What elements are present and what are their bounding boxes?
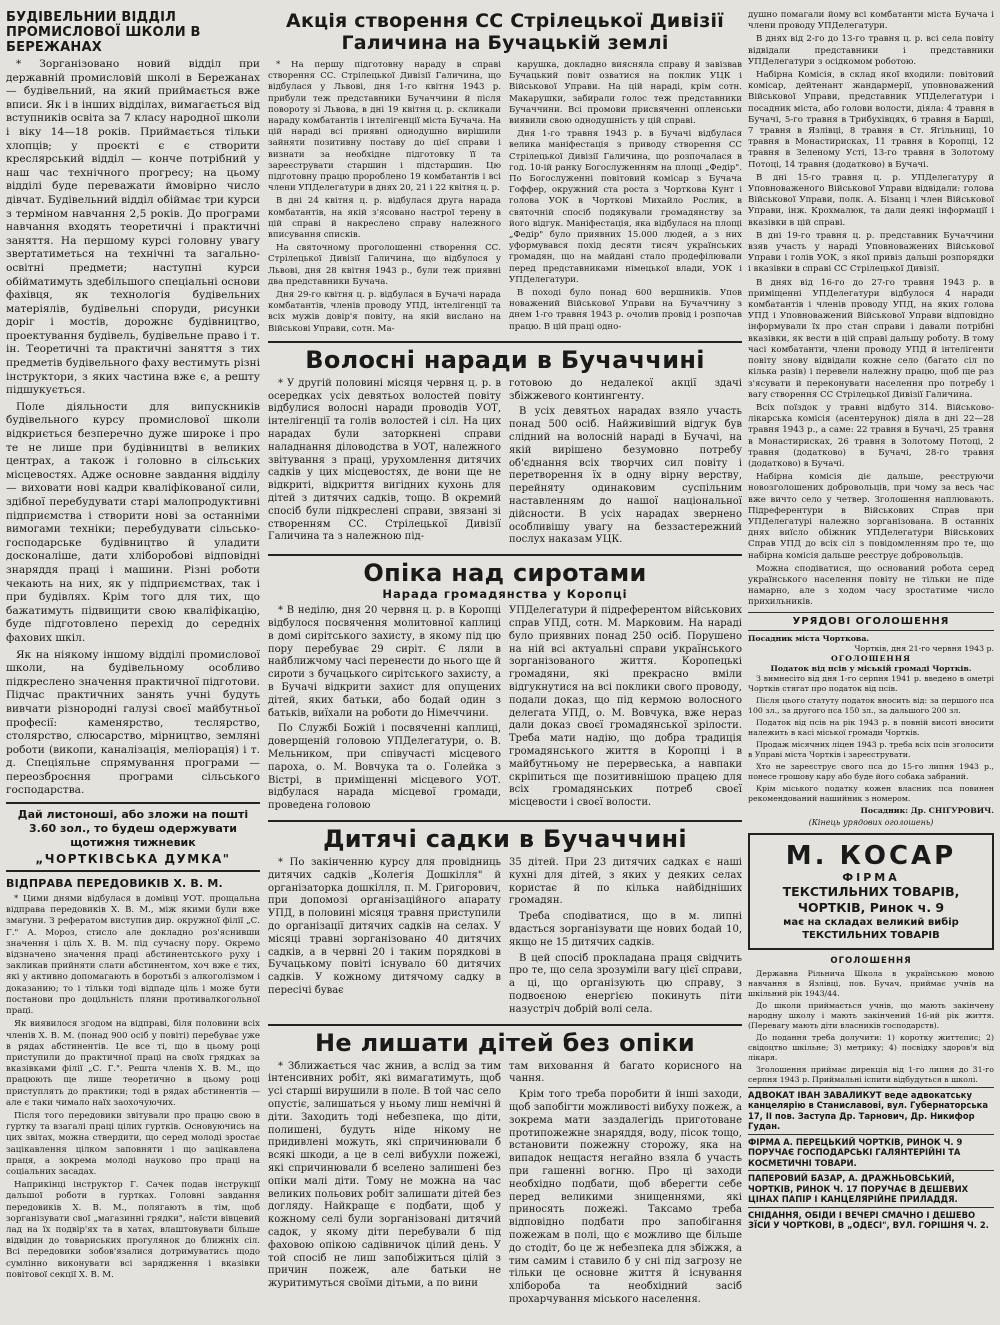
notice-paragraph: Продаж місячних ліцен 1943 р. треба всіх псів зголосити в Управі міста Чортків і зареєструвати. — [748, 739, 994, 759]
article-paragraph: Дня 29-го квітня ц. р. відбулася в Бучачі нарада комбатантів, членів проводу УПД, інтелігенції та всіх мужів довір'я повіту, на якій вислано на Військові Управи, сотн. Ма- — [268, 290, 501, 334]
notice-paragraph: Крім міського податку кожен власник пса повинен рекомендований нашийник з номером. — [748, 783, 994, 803]
article-paragraph: В днях від 16-го до 27-го травня 1943 р. в приміщенні УПДелегатури відбулося 4 наради комбатантів і членів проводу УПД, на яких голова УПД і Уповноважений Військової Управи відповідно інформували їх про стан справи і давали потрібні вказівки, як вести в цій справі дальшу роботу. В тому часі комбатанти, члени проводу УПД й інтелігенти повіту знову відвідали кожне село (багато сіл по кілька разів) і перевели належну працю, щоб ще раз з'ясувати й переконувати населення про потребу і вагу створення СС Стрілецької Дивізії Галичина. — [748, 277, 994, 400]
ad-kosar-textiles — [748, 833, 994, 950]
notice-paragraph: Після цього статуту податок вносить від: за першого пса 100 зл., за другого пса 150 зл., за дальшого 200 зл. — [748, 695, 994, 715]
article-paragraph: В дні 15-го травня ц. р. УПДелегатуру й Уповноваженого Військової Управи відвідали: голова Військової Управи, полк. А. Бізанц і член Військової Управи, інж. Крохмалюк, та дали деякі інформації і вказівки в цій справі. — [748, 172, 994, 228]
article-headline-hvm: ВІДПРАВА ПЕРЕДОВИКІВ Х. В. М. — [6, 877, 223, 891]
ad-peretsky: ФІРМА А. ПЕРЕЦЬКИЙ ЧОРТКІВ, РИНОК Ч. 9 ПОРУЧАЄ ГОСПОДАРСЬКІ ГАЛЯНТЕРІЙНІ ТА КОСМЕТИЧНІ ТОВАРИ. — [748, 1134, 994, 1171]
ad-address: ЧОРТКІВ, Ринок ч. 9 — [797, 899, 945, 915]
divider — [268, 554, 742, 556]
subheadline-koropets: Нарада громадянства у Коропці — [382, 587, 628, 602]
notice-date: Чортків, дня 21-го червня 1943 р. — [854, 643, 994, 653]
article-paragraph: * На першу підготовну нараду в справі створення СС. Стрілецької Дивізії Галичина, що відбулася у Львові, дня 1-го квітня 1943 р. прибули теж представники Бучаччини й після повороту зі Львова, в дні 19 квітня ц. р. скликали нараду комбатантів і інтелігенції міста Бучача. На цій нараді всі приявні однодушно вирішили зайняти позитивну поставу до цієї справи і визнати за необхідне підготовку її та зареєструвати старшин і підстаршин. Цю підготовну працю пророблено 19 комбатантів і всі члени УПДелегатури в днях 20, 21 і 22 квітня ц. р. — [268, 60, 501, 194]
article-paragraph: там виховання й багато корисного на чання. — [509, 1060, 742, 1085]
right-column — [748, 10, 994, 1233]
notice-subject: Податок від псів у міській громаді Чортків. — [770, 663, 972, 673]
article-paragraph: Треба сподіватися, що в м. липні вдасться зорганізувати ще нових бодай 10, якщо не 15 дитячих садків. — [509, 911, 742, 948]
article-paragraph: В днях від 2-го до 13-го травня ц. р. всі села повіту відвідали представники і представники УПДелегатури з осідкомом роботою. — [748, 34, 994, 67]
divider — [6, 802, 260, 804]
article-paragraph: Крім того треба поробити й інші заходи, щоб запобігти можливості вибуху пожеж, а зокрема мати заздалегідь приготоване протипожежне знаряддя, воду, пісок тощо, встановити пожежну сторожу, яка на випадок нещастя негайно взяла б участь при гашенні вогню. Про ці заходи необхідно подбати, щоб вберегти себе перед великими знищеннями, які приносять пожежі. Таксамо треба відповідно подбати про запобігання пожежам в полі, що є можливо ще більше до стодіт, бо це ж небезпека для збіжжя, а тим самим і ставило б у сні під загрозу не тільки це основне життя й існування хлібороба та необхідний засіб прохарчування міського населення. — [509, 1089, 742, 1305]
article-paragraph: Поле діяльности для випускників будівельного курсу промислової школи відкриється безперечно дуже широке і про те не лише при будівництві в великих центрах, а також і головно в сільських місцевостях. Адже основне завдання відділу — виховати нові кадри кваліфікованої сили, здібної перебудувати старі малопродуктивні підприємства і створити нові за останніми вимогами техніки; перебудувати сільсько-господарське будівництво й уладити досконаліше, дати хліборобові відповідні знаряддя праці і машини. Різні роботи чекають на них, як у підприємствах, так і при будівлях. Крім того для тих, що бажатимуть підвищити свою кваліфікацію, буде підготовлено перехід до середніх фахових шкіл. — [6, 400, 260, 644]
official-notices-title: УРЯДОВІ ОГОЛОШЕННЯ — [792, 615, 950, 627]
article-paragraph: Можна сподіватися, що оснований робота серед українського населення повіту не тільки не піде намарно, але з ходом часу зростатиме число прихильників. — [748, 563, 994, 608]
divider — [268, 820, 742, 822]
article-paragraph: Наприкінці інструктор Г. Сачек подав інструкції дальшої роботи в гуртках. Головні завдання передовиків Х. В. М., полягають в тім, щоб зорганізувати свої „магазинні грядки", наїсти вівцевий лад на їх подвір'ях та в хатах, влаштовувати більше відвідин до товариських прогулянок до ближніх сіл. Всі передовики зобов'язалися дотримуватись щодо сумлінно виконувати всі зарядження і вказівки повітової секції Х. В. М. — [6, 1180, 260, 1280]
article-paragraph: Після того передовики звітували про працю свою в гуртку та взагалі праці цілих гуртків. Основуючись на цих звітах, можна ствердити, що серед молоді зростає зацікавлення цілком заповняти і що зацікавлена праця, а зокрема молоді науково про праці на соціальних засадах. — [6, 1110, 260, 1177]
article-paragraph: * Зближається час жнив, а вслід за тим інтенсивних робіт, які вимагатимуть, щоб усі старші вирушили в поле. В той час село опустіє, залишаться у ньому лиш немічні й діти. Заходить тоді небезпека, що діти, полишені, будуть ніде нікому не придивлені можуть, які спричинювали б всякі шкоди, а це в селі вибухли пожежі, які спричинювали б вселено залишені без опіки малі діти. Тому не можна на час великих польових робіт залишати дітей без догляду. Найкраще є подбати, щоб у кожному селі були зорганізовані дитячий садок, у якому діти перебували б під фаховою опікою садівничок цілий день. У той спосіб не лиш запобіжиться цілій з причин пожеж, але батьки не журитимуться своїми дітьми, а по вини — [268, 1060, 501, 1290]
headline-kindergartens: Дитячі садки в Бучаччині — [323, 824, 687, 853]
article-paragraph: * Цими днями відбулася в домівці УОТ. прощальна відправа передовиків Х. В. М., між якими були вже змагуни. З рефератом виступив дир. окружної філії „С. Г." А. Мороз, стисло але докладно роз'яснивши значення і ціль Х. В. М. під сучасну пору. Окремо відзначено значення праці абстинентського руху і закликав прийняти слати абстинентом, хоч вже є тих, які у активно допомагають в боротьбі з алкоголізмом і доказанию; то і тільки тоді відпаде ціль і може бути постанови про доцільність пляни противалкогольної праці. — [6, 894, 260, 1017]
ad-line: ТЕКСТИЛЬНИХ ТОВАРІВ, — [782, 883, 960, 899]
divider — [6, 870, 260, 872]
article-headline-building-dept: БУДІВЕЛЬНИЙ ВІДДІЛ ПРОМИСЛОВОЇ ШКОЛИ В БЕРЕЖАНАХ — [6, 10, 201, 55]
article-body-two-col — [268, 857, 742, 1020]
headline-orphans: Опіка над сиротами — [363, 559, 647, 588]
school-notice-paragraph: Зголошення приймає дирекція від 1-го липня до 31-го серпня 1943 р. Приймальні іспити відбудуться в школі. — [748, 1064, 994, 1084]
notice-author: Посадник міста Чорткова. — [748, 633, 870, 643]
article-paragraph: * У другій половині місяця червня ц. р. в осередках усіх девятьох волостей повіту відбулися волосні наради проводів УОТ, інтелігенції та голів волостей і сіл. На цих нарадах були заторкнені справи наладнання діловодства в УОТ, належного звітування з праці, урухомлення дитячих садків у цих місцевостях, де вони ще не відкриті, відкриття вигідних кухонь для дітей з дитячих садків, тощо. В окремий спосіб були підкреслені справи, звязані зі створенням СС. Стрілецької Дивізії Галичина та з належною під- — [268, 377, 501, 543]
article-body-two-col — [268, 378, 742, 550]
ad-line: ТЕКСТИЛЬНИХ ТОВАРІВ — [802, 929, 940, 941]
article-paragraph: готовою до недалекої акції здачі збіжжевого контингенту. — [509, 377, 742, 402]
ad-odesa-restaurant: СНІДАННЯ, ОБІДИ І ВЕЧЕРІ СМАЧНО І ДЕШЕВО ЗЇСИ У ЧОРТКОВІ, В „ОДЕСІ", ВУЛ. ГОРІШНЯ Ч. 2. — [748, 1207, 994, 1233]
school-notice-paragraph: До школи приймається учнів, що мають закінчену народну школу і мають закінчений 16-ий рік життя. (Перевагу мають діти власників господарств). — [748, 1000, 994, 1030]
article-body-two-col — [268, 60, 742, 337]
article-paragraph: Всіх поїздок у травні відбуто 314. Військово-лікарська комісія (асентерунок) діяла в дні 22—28 травня 1943 р., а саме: 22 травня в Бучачі, 25 травня в Монастирисках, 26 травня в Золотому Потоці, 2 травня (додатково) в Бучачі, 28-го травня (додатково) в Бучачі. — [748, 402, 994, 469]
article-paragraph: * По закінченню курсу для провідниць дитячих садків „Колегія Дошкілля" й організаторка дошкілля, п. М. Григорович, при допомозі організаційного апарату УПД, в половині місяця травня приступили до організації дитячих садків на селах. У місяці травні зорганізовано 40 дитячих садків, а в червні 20 і таким порядкові в Бучацькому повіті існувало 60 дитячих садків. У кожному дитячому садку в пересічі буває — [268, 856, 501, 996]
article-paragraph: В поході було понад 600 вершників. Упов новажений Військової Управи на Бучаччину з днем 1-го травня 1943 р. очолив провід і розпочав працю. В цій праці одно- — [509, 288, 742, 332]
divider — [268, 341, 742, 343]
article-paragraph: В дні 19-го травня ц. р. представник Бучаччини взяв участь у нараді Уповноважених Військової Управи і голів УОК, з якої привіз дальші розпорядки і вказівки в справі СС Стрілецької Дивізії. — [748, 230, 994, 275]
article-paragraph: 35 дітей. При 23 дитячих садках є наші кухні для дітей, з яких у деяких селах користає й по кілька найбідніших громадян. — [509, 856, 742, 907]
notice-paragraph: Податок від псів на рік 1943 р. в повній висоті вносити належить в касі міської громади Чортків. — [748, 717, 994, 737]
ad-company-name: М. КОСАР — [785, 840, 957, 871]
headline-ss-division: Акція створення СС Стрілецької Дивізії Галичина на Бучацькій землі — [286, 10, 724, 54]
notice-paragraph: Хто не зареєструє свого пса до 15-го липня 1943 р., понесе грошову кару або буде його собака забраний. — [748, 761, 994, 781]
article-paragraph: Дня 1-го травня 1943 р. в Бучачі відбулася велика маніфестація з приводу створення СС Стрілецької Дивізії Галичина, що розпочалася в год. 10-ій ранку Богослуженням на площі „Федір". По Богослуженні повітовий комісар з Бучача Гоффер, окружний ста роста з Чорткова Кунт і голова УОК в Чорткові Михайло Рослик, в святочній спосіб подякували громадянству за його відгук. Маніфестація, яка відбулася на площі „Федір" було приявних 15.000 людей, а з них уформувався похід десяти тисяч українських громадян, що на майдані стало продефілювали перед представниками німецької влади, УОК і УПДелегатури. — [509, 129, 742, 285]
article-paragraph: В цей спосіб прокладана праця свідчить про те, що села зрозуміли вагу цієї справи, а ці, що організують цю справу, з подвоєною енергією покинуть піти назустріч добрій волі села. — [509, 952, 742, 1015]
article-paragraph: Як виявилося згодом на відправі, біля половини всіх членів Х. В. М. (понад 900 осіб у повіті) перебуває уже в рядах абстинентів. Це все ті, що в цьому році приступили до практичної праці на своїх грядках за вказівками філії „С. Г.". Решта членів Х. В. М., що працюють ще лише теоретично в цьому році приступлять до практики; тоді в рядах абстинентів — але є таки чимало наїх заохочуючих. — [6, 1019, 260, 1108]
article-body-two-col — [268, 605, 742, 816]
headline-volost-meetings: Волосні наради в Бучаччині — [305, 345, 705, 374]
ad-firm-label: ФІРМА — [842, 870, 900, 884]
article-paragraph: В усіх девятьох нарадах взяло участь понад 500 осіб. Найживіший відгук був слідний на волосній нараді в Бучачі, на якій вирішено безумовно потребу об'єднання всіх творчих сил повіту і перетворення їх в одну вірну верству, перейняту одинаковим суспільним наставленням до нашої національної дійсности. В усіх нарадах звернено особливішу увагу на беззастережний послух наказам УЦК. — [509, 406, 742, 546]
article-paragraph: На святочному проголошенні створення СС. Стрілецької Дивізії Галичина, що відбулося у Львові, дня 28 квітня 1943 р., були теж приявні два представники Бучача. — [268, 243, 501, 287]
article-paragraph: В дні 24 квітня ц. р. відбулася друга нарада комбатантів, на якій з'ясовано настрої терену в цій справі й накреслено справу належного вписування списків. — [268, 196, 501, 241]
article-paragraph: УПДелегатури й підреферентом військових справ УПД, сотн. М. Марковим. На нараді було приявних понад 250 осіб. Порушено на ній всі актуальні справи українського зорганізованого життя. Коропецькі громадяни, які прекрасно вміли відгукнутися на всі поклики свого проводу, подали доказ, що під кермою волосного делегата УПД, о. М. Вовчука, вже нераз дали доказ своєї громадянської зрілости. Треба мати надію, що добра традиція громадянського життя в Коропці і в майбутньому не перервеська, а навпаки скріпиться ще позитивнішою працею для всіх громадянських потреб своєї місцевости і своєї волости. — [509, 605, 742, 809]
ad-lawyer: АДВОКАТ ІВАН ЗАВАЛИКУТ веде адвокатську канцелярію в Станиславові, вул. Губернаторська 17, II пов. Заступа Др. Тарнович, Др. Никифор Гудан. — [748, 1087, 994, 1134]
school-notice-title: ОГОЛОШЕННЯ — [830, 955, 912, 966]
notice-signature: Посадник: Др. СНІГУРОВИЧ. — [860, 805, 994, 815]
notice-label: ОГОЛОШЕННЯ — [830, 653, 912, 663]
left-column — [6, 10, 260, 1283]
article-paragraph: Набірна Комісія, в склад якої входили: повітовий комісар, дейтенант жандармерії, уповноважений Військової Управи, представник УПДелегатури і посадник міста, або голови волости, діяла: 4 травня в Бучачі, 5-го травня в Трибухівцях, 6 травня в Барші, 7 травня в Язлівці, 8 травня в Ст. Ягільниці, 10 травня в Монастирисках, 11 травня в Коропці, 12 травня в Зеленому Усті, 13-го травня в Золотому Потоці, 14 травня (додатково) в Бучачі. — [748, 70, 994, 170]
notices-end: (Кінець урядових оголошень) — [808, 817, 934, 827]
school-notice-paragraph: До подання треба долучити: 1) коротку життєпис; 2) свідоцтво шкільне; 3) метрику; 4) посвідку здоров'я від лікаря. — [748, 1032, 994, 1062]
article-paragraph: Набірна комісія діє дальше, реєструючи новозголошених добровольців, при чому за весь час вже вичто село у четвер. Зголошення наплювають. Підреферентури в Військових Справ при УПДелегатурі належно зорганізована. В останніх днях виїсло обіжник УПДелегатури Військових Справ УПД до всіх сіл з повідомленням про те, що набірна комісія дальше реєструє добровольців. — [748, 472, 994, 561]
divider — [268, 1024, 742, 1026]
school-notice-paragraph: Державна Рільнича Школа в українською мовою навчання в Язлівці, пов. Бучач, приймає учнів на шкільний рік 1943/44. — [748, 968, 994, 998]
article-paragraph: * В неділю, дня 20 червня ц. р. в Коропці відбулося посвячення молитовної каплиці в домі сирітського захисту, в якому під цю пору перебуває 29 сиріт. Є ляли в найближчому часі перенести до нього ще й сироти з бучацького сирітського захисту, а в Бучачі відкрити захист для опущених дітей, яких батьки, або бодай один з батьків, виїхали на роботи до Німеччини. — [268, 605, 501, 719]
article-body-two-col — [268, 1061, 742, 1310]
headline-child-care: Не лишати дітей без опіки — [314, 1028, 696, 1057]
ad-paper-bazaar: ПАПЕРОВИЙ БАЗАР, А. ДРАЖНЬОВСЬКИЙ, ЧОРТКІВ, РИНОК Ч. 17 ПОРУЧАЄ В ДЕШЕВИХ ЦІНАХ ПАПІР І КАНЦЕЛЯРІЙНЕ ПРИЛАДДЯ. — [748, 1170, 994, 1207]
article-paragraph: карушка, докладно виясняла справу й завізвав Бучацький повіт озватися на поклик УЦК і Військової Управи. На цій нараді, крім сотн. Макарушки, забирали голос теж представники Бучаччини. Всі промови присвяченні опленськи виявили свою однодушність у цій справі. — [509, 60, 742, 127]
center-column — [268, 10, 742, 1310]
article-paragraph: Як на ніякому іншому відділі промислової школи, на будівельному особливо підкреслено значення практичної підготови. Підчас практичних занять учні будуть вивчати різнородні галузі своєї майбутньої професії: каменярство, теслярство, столярство, слюсарство, мірництво, земляні роботи (викопи, каналізація, меліорація) і т. д. Спеціяльне спрямування програми — переозброєння програми сільського господарства. — [6, 648, 260, 797]
newspaper-name: „ЧОРТКІВСЬКА ДУМКА" — [35, 852, 231, 867]
divider — [748, 630, 994, 631]
article-paragraph: По Службі Божій і посвяченні каплиці, доверщеній головою УПДелегатури, о. В. Мельником, при співучасті місцевого пароха, о. М. Вовчука та о. Голейка з Вістрі, в приміщенні місцевого УОТ. відбулася нарада місцевої громади, проведена головою — [268, 723, 501, 812]
article-paragraph: душно помагали йому всі комбатанти міста Бучача і члени проводу УПДелегатури. — [748, 10, 994, 32]
ad-line: має на складах великий вибір — [783, 916, 959, 928]
divider — [748, 612, 994, 613]
article-paragraph: * Зорганізовано новий відділ при державній промисловій школі в Бережанах — будівельний, на який приймається вже вписи. Як і в інших відділах, вимагається від вступників освіта за 7 класу народної школи і віку 14—18 років. Приймається тільки хлопців; у проєкті є є створити креслярський відділ — конче потрібний у наш час технічного прогресу; на цьому відділі буде переважати ймовірно число дівчат. Будівельний відділ обіймає три курси з терміном навчання 2,5 років. До програми навчання входять теоретичні і практичні заняття. На першому курсі головну увагу звертатиметься на технічні та загально-освітні предмети; наступні курси обійматимуть здебільшого спеціальні основи фахівця, як технологія будівельних матеріялів, будівельні споруди, рисунки доріг і мостів, дорожнє будівництво, проектування будівель, будівельне право і т. ін. Теоретичні та практичні заняття з тих предметів будівельного фаху вестимуть різні інструктори, з яких частина вже є, а решту підшукується. — [6, 58, 260, 397]
subscription-promo: Дай листоноші, або зложи на пошті 3.60 зол., то будеш одержувати щотижня тижневик — [17, 808, 249, 850]
notice-paragraph: З вимнесіто від дня 1-го серпня 1941 р. введено в ометрі Чортків стягат про податок від псів. — [748, 673, 994, 693]
